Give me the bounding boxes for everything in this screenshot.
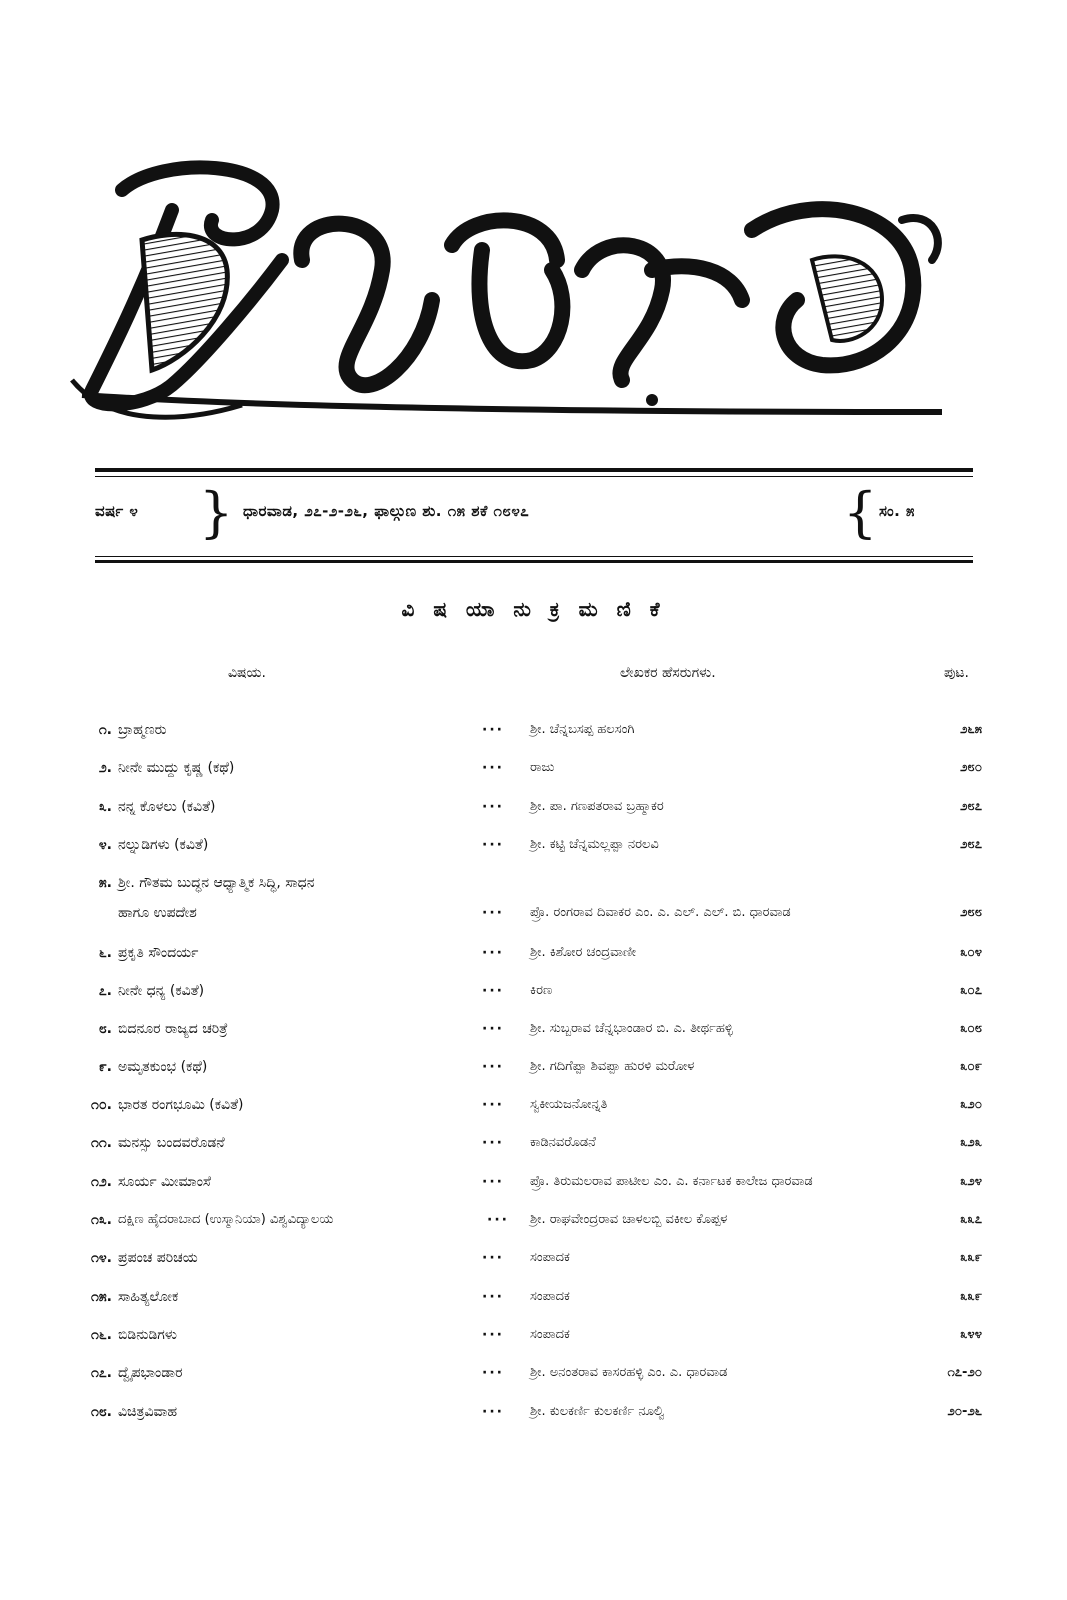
item-page: ೨೮೦ bbox=[960, 760, 982, 775]
item-page: ೨೬೫ bbox=[960, 722, 982, 737]
item-title: ವಿಚಿತ್ರವಿವಾಹ bbox=[118, 1404, 178, 1420]
item-page: ೩೩೯ bbox=[960, 1250, 982, 1265]
toc-row bbox=[0, 722, 1067, 752]
item-number: ೧೦. bbox=[91, 1097, 112, 1113]
item-title: ಶ್ರೀ. ಗೌತಮ ಬುದ್ಧನ ಆಧ್ಯಾತ್ಮಿಕ ಸಿದ್ಧಿ, ಸಾಧನ bbox=[118, 875, 315, 891]
item-page: ೩೦೭ bbox=[960, 983, 982, 998]
toc-row bbox=[0, 1021, 1067, 1051]
item-page: ೨೮೭ bbox=[960, 837, 982, 852]
dateline: ಧಾರವಾಡ, ೨೭-೨-೨೬, ಫಾಲ್ಗುಣ ಶು. ೧೫ ಶಕೆ ೧೮೪೭ bbox=[243, 502, 530, 520]
item-number: ೧೧. bbox=[91, 1135, 112, 1151]
item-title: ಬಿದನೂರ ರಾಜ್ಯದ ಚರಿತ್ರೆ bbox=[118, 1021, 228, 1037]
item-title: ನೀನೇ ಧನ್ಯ (ಕವಿತೆ) bbox=[118, 983, 205, 999]
volume-label: ವರ್ಷ ೪ bbox=[95, 502, 139, 520]
toc-row bbox=[0, 1059, 1067, 1089]
item-title: ಬ್ರಾಹ್ಮಣರು bbox=[118, 722, 167, 738]
item-title: ಅಮೃತಕುಂಭ (ಕಥೆ) bbox=[118, 1059, 208, 1075]
item-author: ಸಂಪಾದಕ bbox=[530, 1289, 570, 1304]
item-number: ೨. bbox=[98, 760, 112, 776]
item-number: ೯. bbox=[98, 1059, 112, 1075]
subject-column-header: ವಿಷಯ. bbox=[228, 665, 266, 681]
item-page: ೩೨೦ bbox=[960, 1097, 982, 1112]
leader-dots: ··· bbox=[482, 1289, 504, 1305]
toc-row bbox=[0, 1212, 1067, 1242]
item-author: ಸ್ವಕೀಯಜನೋನ್ನತಿ bbox=[530, 1097, 608, 1112]
leader-dots: ··· bbox=[482, 905, 504, 921]
item-title: ನನ್ನ ಕೊಳಲು (ಕವಿತೆ) bbox=[118, 799, 216, 815]
item-page: ೨೮೮ bbox=[960, 905, 982, 920]
toc-row bbox=[0, 1327, 1067, 1357]
leader-dots: ··· bbox=[482, 760, 504, 776]
toc-row bbox=[0, 837, 1067, 867]
toc-row bbox=[0, 1289, 1067, 1319]
item-author: ರಾಜು bbox=[530, 760, 555, 775]
item-title: ಪ್ರಕೃತಿ ಸೌಂದರ್ಯ bbox=[118, 945, 199, 961]
leader-dots: ··· bbox=[482, 799, 504, 815]
item-page: ೩೩೯ bbox=[960, 1289, 982, 1304]
item-number: ೧೨. bbox=[91, 1174, 112, 1190]
item-author: ಪ್ರೊ. ತಿರುಮಲರಾವ ಪಾಟೀಲ ಎಂ. ಎ. ಕರ್ನಾಟಕ ಕಾಲೇಜ ಧಾರವಾಡ bbox=[530, 1174, 813, 1189]
issue-info-bar bbox=[95, 480, 973, 552]
toc-row bbox=[0, 799, 1067, 829]
item-author: ಶ್ರೀ. ಕುಲಕರ್ಣಿ ಕುಲಕರ್ಣಿ ನೂಲ್ವಿ bbox=[530, 1404, 665, 1419]
item-title: ದಕ್ಷಿಣ ಹೈದರಾಬಾದ (ಉಸ್ಮಾನಿಯಾ) ವಿಶ್ವವಿದ್ಯಾಲಯ bbox=[118, 1212, 334, 1227]
item-author: ಕಿರಣ bbox=[530, 983, 553, 998]
left-brace-ornament: } bbox=[199, 481, 234, 544]
item-author: ಶ್ರೀ. ಅನಂತರಾವ ಕಾಸರಹಳ್ಳಿ ಎಂ. ಎ. ಧಾರವಾಡ bbox=[530, 1365, 728, 1380]
item-title: ಬಿಡಿನುಡಿಗಳು bbox=[118, 1327, 177, 1343]
leader-dots: ··· bbox=[482, 1059, 504, 1075]
item-author: ಶ್ರೀ. ಗದಿಗೆಪ್ಪಾ ಶಿವಪ್ಪಾ ಹುರಳಿ ಮರೋಳ bbox=[530, 1059, 695, 1074]
toc-row bbox=[0, 945, 1067, 975]
toc-row bbox=[0, 1404, 1067, 1434]
toc-row bbox=[0, 760, 1067, 790]
authors-column-header: ಲೇಖಕರ ಹೆಸರುಗಳು. bbox=[620, 665, 716, 681]
item-page: ೩೪೪ bbox=[960, 1327, 982, 1342]
leader-dots: ··· bbox=[482, 1174, 504, 1190]
item-author: ಸಂಪಾದಕ bbox=[530, 1250, 570, 1265]
item-title: ನಲ್ನುಡಿಗಳು (ಕವಿತೆ) bbox=[118, 837, 209, 853]
item-number: ೧. bbox=[98, 722, 112, 738]
leader-dots: ··· bbox=[482, 1097, 504, 1113]
contents-title: ವಿ ಷ ಯಾ ನು ಕ್ರ ಮ ಣಿ ಕೆ bbox=[401, 597, 666, 621]
item-number: ೧೭. bbox=[91, 1365, 112, 1381]
item-author: ಶ್ರೀ. ಕಟ್ಟಿ ಚೆನ್ನಮಲ್ಲಪ್ಪಾ ನರಲವಿ bbox=[530, 837, 659, 852]
item-author: ಶ್ರೀ. ಚೆನ್ನಬಸಪ್ಪ ಹಲಸಂಗಿ bbox=[530, 722, 635, 737]
item-number: ೧೬. bbox=[91, 1327, 112, 1343]
masthead-logo bbox=[52, 150, 957, 440]
toc-row bbox=[0, 1365, 1067, 1395]
item-page: ೩೩೭ bbox=[960, 1212, 982, 1227]
item-title: ನೀನೇ ಮುದ್ದು ಕೃಷ್ಣ (ಕಥೆ) bbox=[118, 760, 235, 776]
item-number: ೩. bbox=[98, 799, 112, 815]
item-title-continuation: ಹಾಗೂ ಉಪದೇಶ bbox=[118, 905, 197, 921]
toc-row bbox=[0, 1250, 1067, 1280]
item-page: ೩೦೮ bbox=[960, 1021, 982, 1036]
item-title: ಭಾರತ ರಂಗಭೂಮಿ (ಕವಿತೆ) bbox=[118, 1097, 244, 1113]
leader-dots: ··· bbox=[482, 1021, 504, 1037]
toc-row bbox=[0, 1174, 1067, 1204]
leader-dots: ··· bbox=[482, 1327, 504, 1343]
item-number: ೫. bbox=[98, 875, 112, 891]
item-title: ಮನಸ್ಸು ಬಂದವರೊಡನೆ bbox=[118, 1135, 225, 1151]
leader-dots: ··· bbox=[487, 1212, 509, 1228]
item-number: ೧೩. bbox=[91, 1212, 112, 1228]
leader-dots: ··· bbox=[482, 1250, 504, 1266]
item-author: ಶ್ರೀ. ಪಾ. ಗಣಪತರಾವ ಬ್ರಹ್ಮಾಕರ bbox=[530, 799, 664, 814]
toc-row bbox=[0, 983, 1067, 1013]
leader-dots: ··· bbox=[482, 1404, 504, 1420]
item-page: ೩೦೯ bbox=[960, 1059, 982, 1074]
leader-dots: ··· bbox=[482, 1365, 504, 1381]
item-author: ಕಾಡಿನವರೊಡನೆ bbox=[530, 1135, 596, 1150]
item-number: ೭. bbox=[98, 983, 112, 999]
item-page: ೩೨೪ bbox=[960, 1174, 982, 1189]
item-author: ಪ್ರೊ. ರಂಗರಾವ ದಿವಾಕರ ಎಂ. ಎ. ಎಲ್. ಎಲ್. ಬಿ. ಧಾರವಾಡ bbox=[530, 905, 791, 920]
right-brace-ornament: { bbox=[843, 481, 878, 544]
leader-dots: ··· bbox=[482, 983, 504, 999]
issue-number: ಸಂ. ೫ bbox=[879, 502, 915, 520]
toc-row bbox=[0, 1135, 1067, 1165]
masthead-logo-art bbox=[52, 150, 957, 440]
item-number: ೬. bbox=[98, 945, 112, 961]
top-rule bbox=[95, 468, 973, 472]
item-page: ೨೦-೨೬ bbox=[947, 1404, 982, 1419]
item-author: ಶ್ರೀ. ಸುಬ್ಬರಾವ ಚೆನ್ನಭಾಂಡಾರ ಬಿ. ಎ. ತೀರ್ಥಹಳ್ಳಿ bbox=[530, 1021, 733, 1036]
item-number: ೮. bbox=[98, 1021, 112, 1037]
item-author: ಶ್ರೀ. ಕಿಶೋರ ಚಂದ್ರವಾಣೀ bbox=[530, 945, 636, 960]
item-page: ೩೦೪ bbox=[960, 945, 982, 960]
item-author: ಶ್ರೀ. ರಾಘವೇಂದ್ರರಾವ ಚಾಳಲಬ್ಬಿ ವಕೀಲ ಕೊಪ್ಪಳ bbox=[530, 1212, 728, 1227]
item-number: ೧೪. bbox=[91, 1250, 112, 1266]
toc-row bbox=[0, 1097, 1067, 1127]
item-page: ೨೮೭ bbox=[960, 799, 982, 814]
bottom-rule-thin bbox=[95, 556, 973, 557]
item-title: ಸೂರ್ಯ ಮೀಮಾಂಸೆ bbox=[118, 1174, 211, 1190]
item-page: ೧೭-೨೦ bbox=[947, 1365, 982, 1380]
leader-dots: ··· bbox=[482, 722, 504, 738]
bottom-rule bbox=[95, 560, 973, 563]
item-title: ಸಾಹಿತ್ಯಲೋಕ bbox=[118, 1289, 179, 1305]
item-author: ಸಂಪಾದಕ bbox=[530, 1327, 570, 1342]
leader-dots: ··· bbox=[482, 1135, 504, 1151]
item-number: ೪. bbox=[98, 837, 112, 853]
toc-row bbox=[0, 875, 1067, 935]
item-title: ಪ್ರಪಂಚ ಪರಿಚಯ bbox=[118, 1250, 198, 1266]
page-column-header: ಪುಟ. bbox=[944, 665, 969, 681]
item-number: ೧೫. bbox=[91, 1289, 112, 1305]
leader-dots: ··· bbox=[482, 945, 504, 961]
top-rule-thin bbox=[95, 476, 973, 477]
item-page: ೩೨೩ bbox=[960, 1135, 982, 1150]
item-number: ೧೮. bbox=[91, 1404, 112, 1420]
leader-dots: ··· bbox=[482, 837, 504, 853]
item-title: ದ್ವೈಪಭಾಂಡಾರ bbox=[118, 1365, 183, 1381]
